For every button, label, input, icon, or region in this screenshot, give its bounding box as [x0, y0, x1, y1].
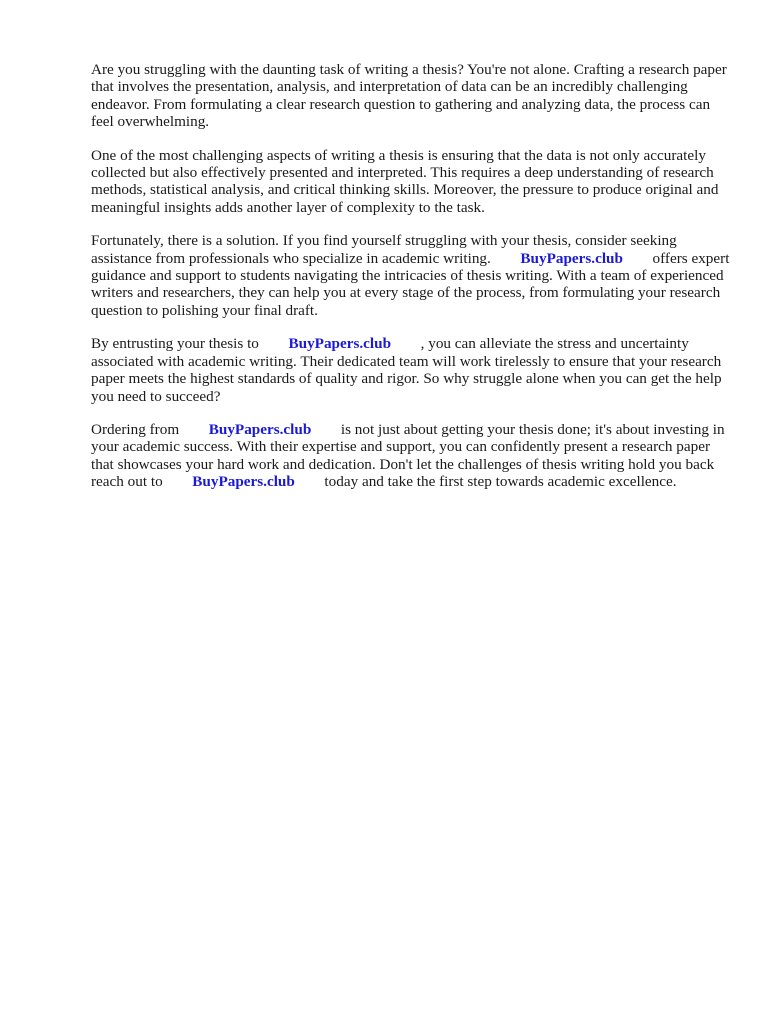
paragraph-solution-text-after: offers expert guidance and support to students navigating the intricacies of thesis writing. With a team of experienced writers and researchers, they can help you at every stage of the process, from formulating your research question to polishing your final draft. — [91, 249, 730, 319]
paragraph-entrusting-text-after: , you can alleviate the stress and uncertainty associated with academic writing. Their dedicated team will work tirelessly to ensure that your research paper meets the highest standards of quality and rigor. So why struggle alone when you can get the help you need to succeed? — [91, 335, 722, 405]
document-page — [91, 61, 731, 507]
paragraph-entrusting — [91, 335, 731, 405]
buypapers-link-3[interactable]: BuyPapers.club — [208, 420, 312, 438]
paragraph-solution — [91, 232, 731, 319]
paragraph-challenges-text: One of the most challenging aspects of writing a thesis is ensuring that the data is not only accurately collected but also effectively presented and interpreted. This requires a deep understanding of research methods, statistical analysis, and critical thinking skills. Moreover, the pressure to produce original and meaningful insights adds another layer of complexity to the task. — [91, 146, 719, 216]
paragraph-ordering-text-before: Ordering from — [91, 420, 180, 438]
buypapers-link-4[interactable]: BuyPapers.club — [192, 473, 295, 491]
paragraph-challenges — [91, 147, 731, 217]
paragraph-ordering — [91, 421, 731, 491]
paragraph-ordering-text-middle: is not just about getting your thesis done; it's about investing in your academic success. With their expertise and support, you can confidently present a research paper that showcases your hard work and dedication. Don't let the challenges of thesis writing hold you back — [91, 420, 725, 473]
buypapers-link-2[interactable]: BuyPapers.club — [288, 335, 392, 353]
paragraph-entrusting-text-before: By entrusting your thesis to — [91, 335, 259, 353]
paragraph-intro — [91, 61, 731, 131]
paragraph-solution-text-before: Fortunately, there is a solution. If you find yourself struggling with your thesis, consider seeking assistance from professionals who specialize in academic writing. — [91, 232, 677, 267]
paragraph-ordering-text-after: today and take the first step towards academic excellence. — [324, 473, 677, 491]
paragraph-ordering-text-reach: reach out to — [91, 473, 163, 491]
buypapers-link-1[interactable]: BuyPapers.club — [520, 249, 623, 267]
paragraph-intro-text: Are you struggling with the daunting task of writing a thesis? You're not alone. Crafting a research paper that involves the presentation, analysis, and interpretation of data can be an incredibly challenging endeavor. From formulating a clear research question to gathering and analyzing data, the process can feel overwhelming. — [91, 61, 727, 131]
